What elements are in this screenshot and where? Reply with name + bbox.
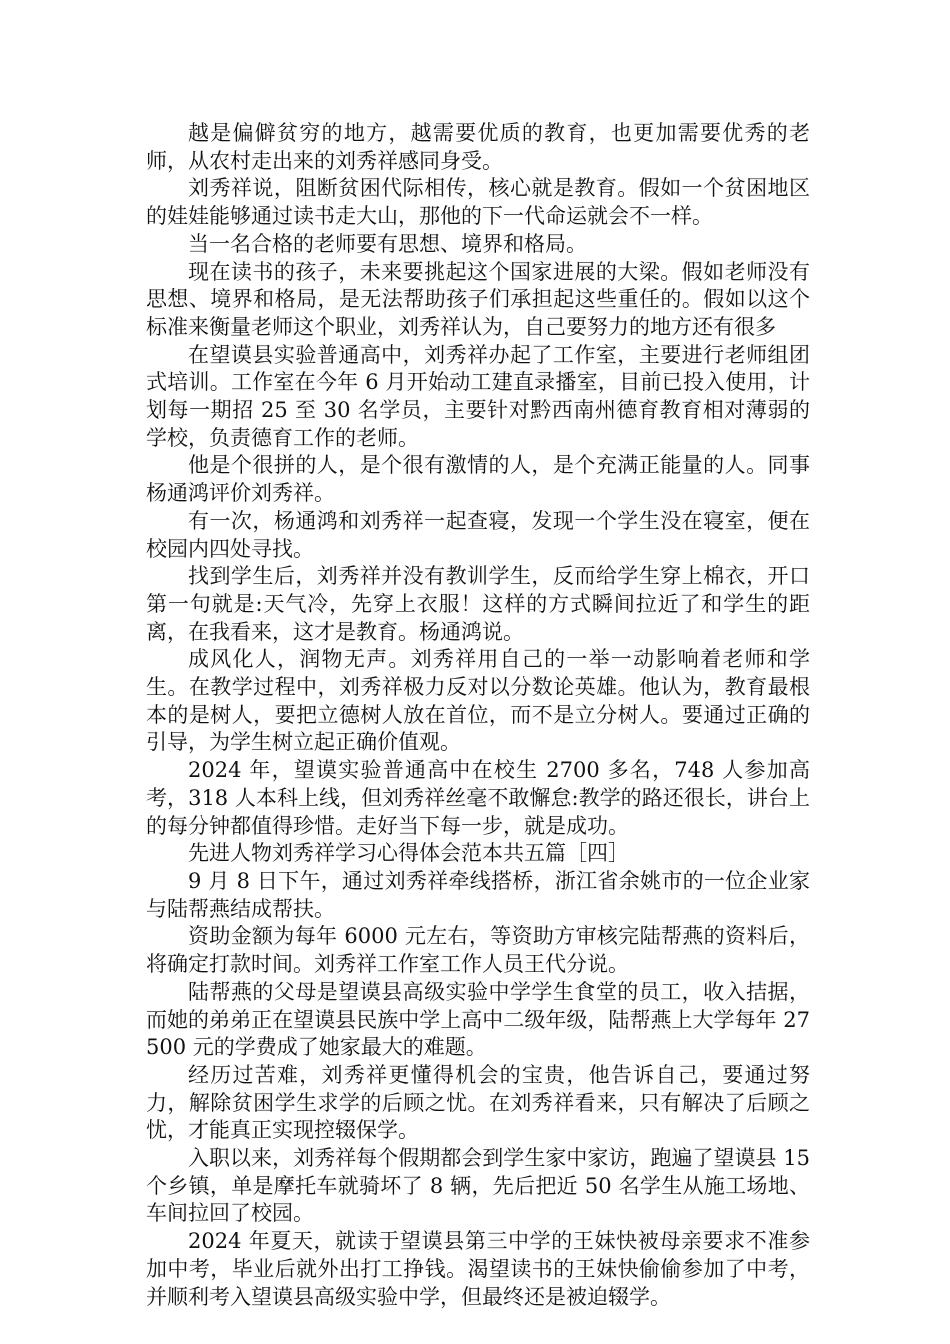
paragraph: 找到学生后，刘秀祥并没有教训学生，反而给学生穿上棉衣，开口第一句就是:天气冷，先穿上衣服！这样的方式瞬间拉近了和学生的距离，在我看来，这才是教育。杨通鸿说。 bbox=[146, 564, 810, 644]
paragraph: 在望谟县实验普通高中，刘秀祥办起了工作室，主要进行老师组团式培训。工作室在今年 6 月开始动工建直录播室，目前已投入使用，计划每一期招 25 至 30 名学员，主要针对黔西南州德育教育相对薄弱的学校，负责德育工作的老师。 bbox=[146, 342, 810, 450]
document-body bbox=[146, 120, 810, 1311]
paragraph: 入职以来，刘秀祥每个假期都会到学生家中家访，跑遍了望谟县 15 个乡镇，单是摩托车就骑坏了 8 辆，先后把近 50 名学生从施工场地、车间拉回了校园。 bbox=[146, 1146, 810, 1226]
paragraph: 经历过苦难，刘秀祥更懂得机会的宝贵，他告诉自己，要通过努力，解除贫困学生求学的后顾之忧。在刘秀祥看来，只有解决了后顾之忧，才能真正实现控辍保学。 bbox=[146, 1062, 810, 1143]
paragraph: 成风化人，润物无声。刘秀祥用自己的一举一动影响着老师和学生。在教学过程中，刘秀祥极力反对以分数论英雄。他认为，教育最根本的是树人，要把立德树人放在首位，而不是立分树人。要通过正确的引导，为学生树立起正确价值观。 bbox=[146, 647, 810, 755]
paragraph: 当一名合格的老师要有思想、境界和格局。 bbox=[188, 231, 587, 256]
section-heading: 先进人物刘秀祥学习心得体会范本共五篇［四］ bbox=[188, 841, 629, 866]
paragraph: 资助金额为每年 6000 元左右，等资助方审核完陆帮燕的资料后，将确定打款时间。刘秀祥工作室工作人员王代分说。 bbox=[146, 924, 810, 977]
paragraph: 陆帮燕的父母是望谟县高级实验中学学生食堂的员工，收入拮据，而她的弟弟正在望谟县民族中学上高中二级年级，陆帮燕上大学每年 27500 元的学费成了她家最大的难题。 bbox=[146, 979, 810, 1060]
paragraph: 9 月 8 日下午，通过刘秀祥牵线搭桥，浙江省余姚市的一位企业家与陆帮燕结成帮扶。 bbox=[146, 868, 810, 921]
paragraph: 越是偏僻贫穷的地方，越需要优质的教育，也更加需要优秀的老师，从农村走出来的刘秀祥感同身受。 bbox=[146, 121, 810, 173]
paragraph: 2024 年，望谟实验普通高中在校生 2700 多名，748 人参加高考，318 人本科上线，但刘秀祥丝毫不敢懈怠:教学的路还很长，讲台上的每分钟都值得珍惜。走好当下每一步，就是成功。 bbox=[146, 758, 810, 838]
paragraph: 他是个很拼的人，是个很有激情的人，是个充满正能量的人。同事杨通鸿评价刘秀祥。 bbox=[146, 453, 810, 506]
paragraph: 现在读书的孩子，未来要挑起这个国家进展的大梁。假如老师没有思想、境界和格局，是无法帮助孩子们承担起这些重任的。假如以这个标准来衡量老师这个职业，刘秀祥认为，自己要努力的地方还有很多 bbox=[146, 259, 810, 339]
paragraph: 2024 年夏天，就读于望谟县第三中学的王妹快被母亲要求不准参加中考，毕业后就外出打工挣钱。渴望读书的王妹快偷偷参加了中考，并顺利考入望谟县高级实验中学，但最终还是被迫辍学。 bbox=[146, 1229, 810, 1309]
paragraph: 刘秀祥说，阻断贫困代际相传，核心就是教育。假如一个贫困地区的娃娃能够通过读书走大山，那他的下一代命运就会不一样。 bbox=[146, 176, 810, 229]
paragraph: 有一次，杨通鸿和刘秀祥一起查寝，发现一个学生没在寝室，便在校园内四处寻找。 bbox=[146, 508, 810, 561]
